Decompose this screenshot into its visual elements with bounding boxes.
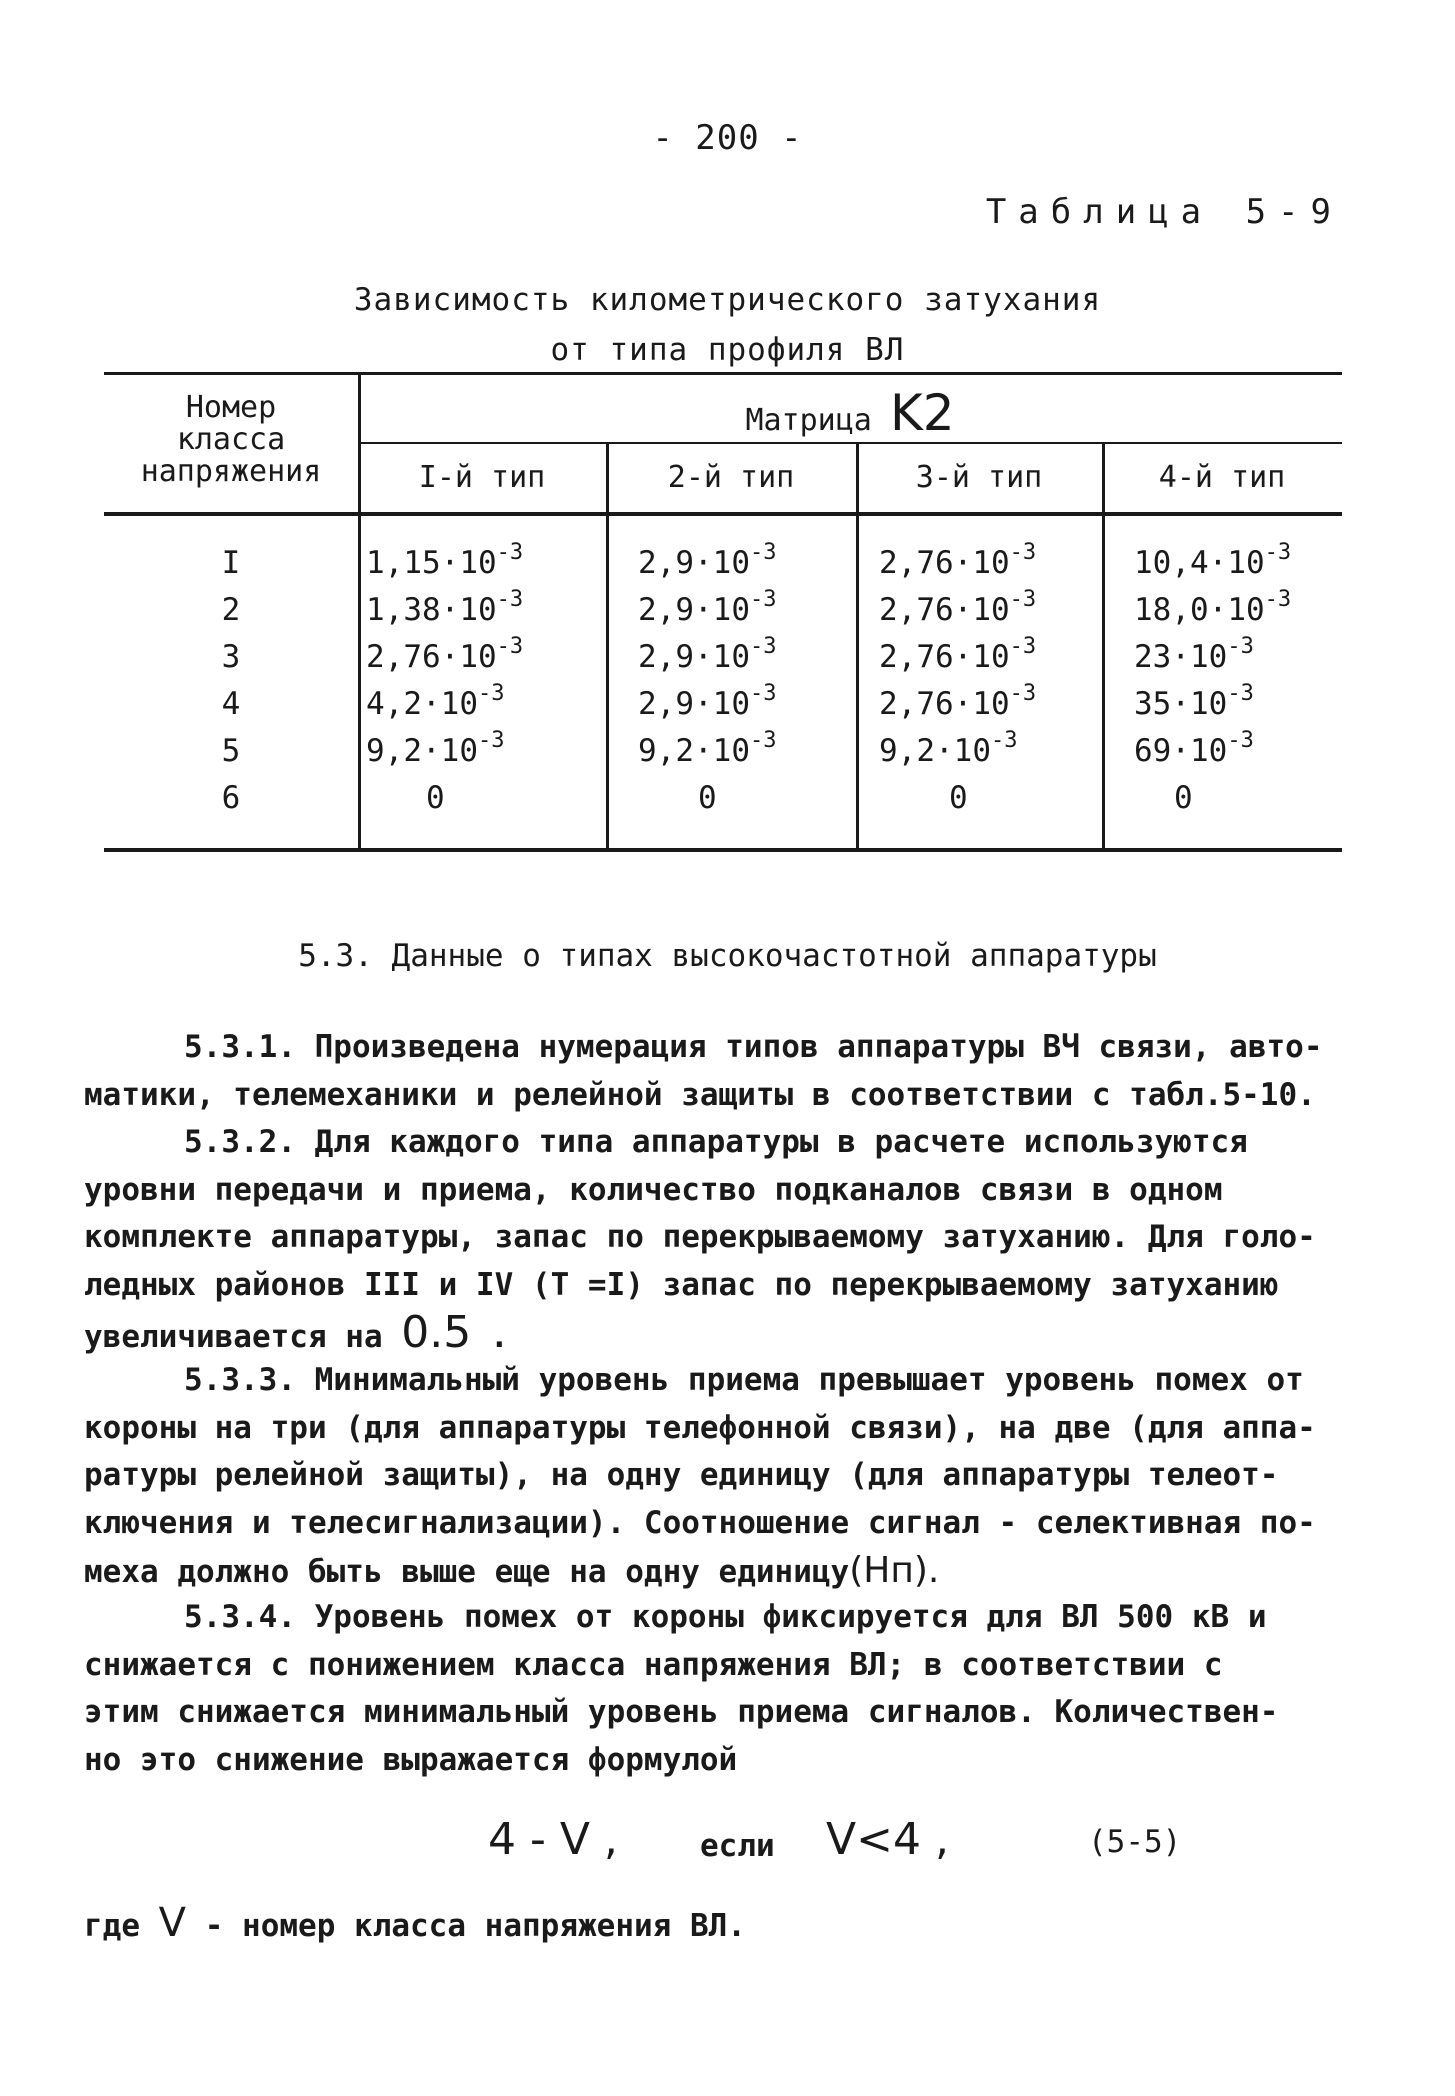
col-rule-3 <box>856 442 859 848</box>
paragraph-5-3-4: 5.3.4. Уровень помех от короны фиксируется для ВЛ 500 кВ и снижается с понижением класса напряжения ВЛ; в соответствии с этим снижается минимальный уровень приема сигналов. Количествен- но это снижение выражается формулой <box>84 1599 1279 1778</box>
table-cell: 2 <box>221 592 241 628</box>
formula-legend: где V - номер класса напряжения ВЛ. <box>84 1900 746 1946</box>
col-rule-4 <box>1102 442 1105 848</box>
table-cell: 0 <box>426 780 445 816</box>
table-cell: 5 <box>221 733 241 769</box>
table-cell: $35\cdot 10^{-3}$ <box>1134 681 1254 722</box>
table-cell: $4,2\cdot 10^{-3}$ <box>366 681 505 722</box>
header-divider-rule <box>358 442 1342 444</box>
table-caption-line-2: от типа профиля ВЛ <box>550 332 905 368</box>
table-cell: $9,2\cdot 10^{-3}$ <box>638 728 777 769</box>
table-cell: 6 <box>221 780 241 816</box>
table-cell: $1,15\cdot 10^{-3}$ <box>366 540 524 581</box>
table-cell: $2,76\cdot 10^{-3}$ <box>366 634 524 675</box>
formula-expression: 4 - V , <box>488 1814 618 1865</box>
type-1-column <box>366 540 523 822</box>
table-cell: $10,4\cdot 10^{-3}$ <box>1134 540 1292 581</box>
paragraph-5-3-2: 5.3.2. Для каждого типа аппаратуры в расчете используются уровни передачи и приема, количество подканалов связи в одном комплекте аппаратуры, запас по перекрываемому затуханию. Для голо- ледных районов III и IV (Т =I) запас по перекрываемому затуханию увеличивается на 0.5 . <box>84 1124 1316 1358</box>
table-cell: 0 <box>1174 780 1193 816</box>
table-cell: 0 <box>949 780 968 816</box>
table-cell: $2,9\cdot 10^{-3}$ <box>638 634 777 675</box>
type-3-header: 3-й тип <box>915 460 1043 495</box>
formula-condition: V<4 , <box>826 1814 949 1865</box>
table-cell: $2,76\cdot 10^{-3}$ <box>879 587 1037 628</box>
table-label: Таблица 5-9 <box>985 192 1343 232</box>
page-number: - 200 - <box>652 118 803 158</box>
type-4-header: 4-й тип <box>1158 460 1286 495</box>
table-cell: $23\cdot 10^{-3}$ <box>1134 634 1254 675</box>
class-header: Номер класса напряжения <box>140 390 322 489</box>
handwritten-value: 0.5 <box>401 1307 472 1358</box>
header-bottom-rule <box>104 512 1342 516</box>
paragraph-5-3-1: 5.3.1. Произведена нумерация типов аппаратуры ВЧ связи, авто- матики, телемеханики и релейной защиты в соответствии с табл.5-10. <box>84 1029 1323 1113</box>
handwritten-unit: (Нп). <box>849 1550 940 1591</box>
class-column <box>104 540 358 822</box>
table-cell: I <box>221 545 241 581</box>
table-cell: $69\cdot 10^{-3}$ <box>1134 728 1254 769</box>
table-cell: $2,76\cdot 10^{-3}$ <box>879 634 1037 675</box>
attenuation-table <box>104 372 1342 852</box>
table-cell: $9,2\cdot 10^{-3}$ <box>366 728 505 769</box>
table-caption-line-1: Зависимость километрического затухания <box>353 282 1102 318</box>
table-cell: 4 <box>221 686 241 722</box>
table-cell: $1,38\cdot 10^{-3}$ <box>366 587 524 628</box>
type-2-column <box>638 540 776 822</box>
table-top-rule <box>104 372 1342 375</box>
section-title: 5.3. Данные о типах высокочастотной аппаратуры <box>298 938 1157 974</box>
col-rule-2 <box>606 442 609 848</box>
formula-legend-symbol: V <box>158 1900 187 1946</box>
paragraph-5-3-3: 5.3.3. Минимальный уровень приема превышает уровень помех от короны на три (для аппаратуры телефонной связи), на две (для аппа- ратуры релейной защиты), на одну единицу (для аппаратуры телеот- ключения и телесигнализации). Соотношение сигнал - селективная по- меха должно быть выше еще на одну единицу(Нп). <box>84 1362 1316 1591</box>
table-cell: $2,76\cdot 10^{-3}$ <box>879 540 1037 581</box>
table-cell: $9,2\cdot 10^{-3}$ <box>879 728 1018 769</box>
col-rule-1 <box>358 372 361 848</box>
table-cell: $2,76\cdot 10^{-3}$ <box>879 681 1037 722</box>
matrix-header: Матрица K2 <box>745 384 955 442</box>
table-cell: $2,9\cdot 10^{-3}$ <box>638 540 777 581</box>
type-1-header: I-й тип <box>418 460 546 495</box>
formula-number: (5-5) <box>1088 1824 1182 1860</box>
type-2-header: 2-й тип <box>667 460 795 495</box>
formula-condition-word: если <box>700 1828 775 1864</box>
table-cell: $2,9\cdot 10^{-3}$ <box>638 681 777 722</box>
table-bottom-rule <box>104 848 1342 852</box>
type-4-column <box>1134 540 1291 822</box>
table-cell: 3 <box>221 639 241 675</box>
table-cell: $2,9\cdot 10^{-3}$ <box>638 587 777 628</box>
type-3-column <box>879 540 1036 822</box>
table-cell: 0 <box>698 780 717 816</box>
table-cell: $18,0\cdot 10^{-3}$ <box>1134 587 1292 628</box>
